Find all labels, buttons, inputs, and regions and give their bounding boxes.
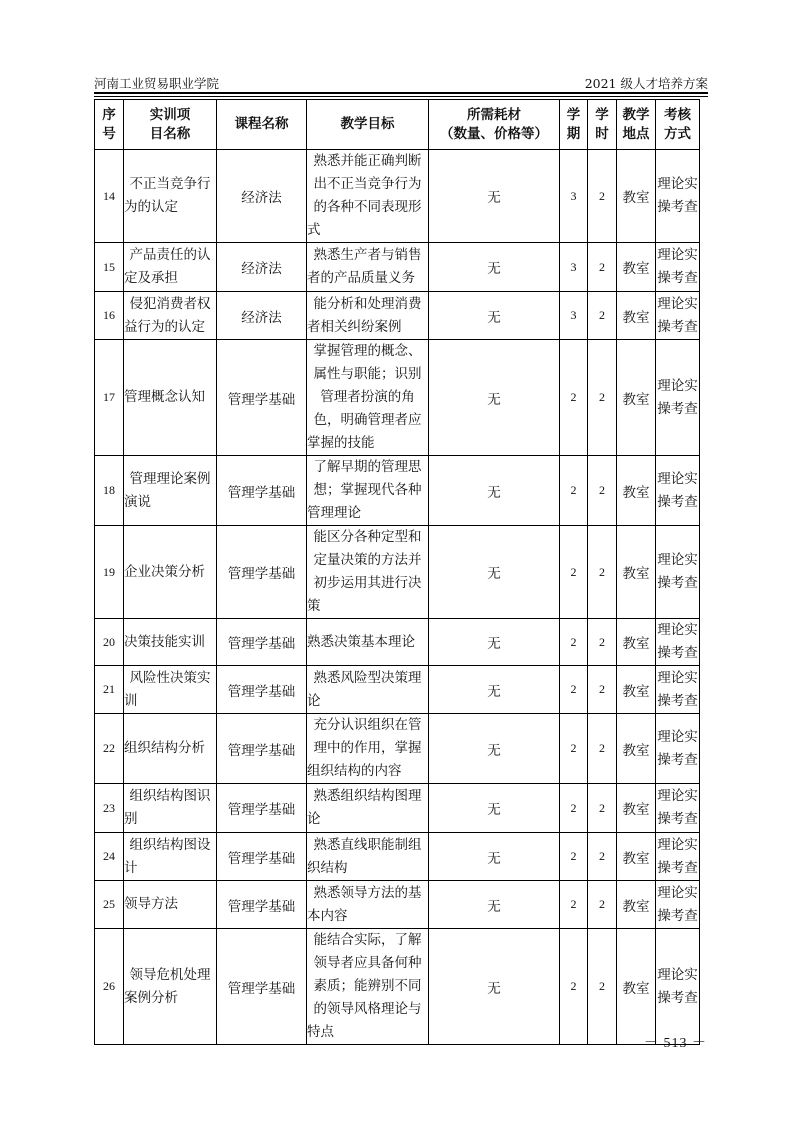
row-assessment: 理论实操考查 xyxy=(656,526,700,619)
row-project-name: 领导危机处理案例分析 xyxy=(124,929,217,1045)
row-term: 2 xyxy=(560,784,588,833)
row-course: 管理学基础 xyxy=(217,526,307,619)
row-goal: 熟悉风险型决策理论 xyxy=(307,666,429,714)
row-goal: 能区分各种定型和定量决策的方法并初步运用其进行决策 xyxy=(307,526,429,619)
header-hours: 学 时 xyxy=(588,100,617,150)
row-course: 管理学基础 xyxy=(217,784,307,833)
header-course-name: 课程名称 xyxy=(217,100,307,150)
row-hours: 2 xyxy=(588,526,617,619)
row-hours: 2 xyxy=(588,881,617,929)
row-hours: 2 xyxy=(588,666,617,714)
row-assessment: 理论实操考查 xyxy=(656,243,700,292)
row-goal: 了解早期的管理思想；掌握现代各种管理理论 xyxy=(307,456,429,526)
row-no: 17 xyxy=(95,340,124,456)
table-row xyxy=(95,243,700,292)
row-materials: 无 xyxy=(429,292,560,340)
header-assessment: 考核 方式 xyxy=(656,100,700,150)
row-hours: 2 xyxy=(588,784,617,833)
table-row xyxy=(95,714,700,784)
row-assessment: 理论实操考查 xyxy=(656,881,700,929)
row-term: 2 xyxy=(560,666,588,714)
row-project-name: 企业决策分析 xyxy=(124,526,217,619)
row-project-name: 侵犯消费者权益行为的认定 xyxy=(124,292,217,340)
row-materials: 无 xyxy=(429,666,560,714)
header-project-name: 实训项 目名称 xyxy=(124,100,217,150)
row-goal: 熟悉领导方法的基本内容 xyxy=(307,881,429,929)
row-materials: 无 xyxy=(429,456,560,526)
table-row xyxy=(95,526,700,619)
row-location: 教室 xyxy=(617,340,656,456)
training-project-table xyxy=(94,99,700,1045)
table-row xyxy=(95,619,700,666)
row-location: 教室 xyxy=(617,714,656,784)
row-hours: 2 xyxy=(588,150,617,243)
row-course: 管理学基础 xyxy=(217,456,307,526)
row-no: 20 xyxy=(95,619,124,666)
row-materials: 无 xyxy=(429,150,560,243)
table-row xyxy=(95,292,700,340)
row-location: 教室 xyxy=(617,456,656,526)
row-hours: 2 xyxy=(588,243,617,292)
header-rule-thick xyxy=(94,92,708,94)
row-term: 3 xyxy=(560,292,588,340)
header-rule-thin xyxy=(94,96,708,97)
table-row xyxy=(95,666,700,714)
row-location: 教室 xyxy=(617,881,656,929)
row-materials: 无 xyxy=(429,526,560,619)
row-term: 3 xyxy=(560,150,588,243)
row-materials: 无 xyxy=(429,881,560,929)
table-row xyxy=(95,833,700,881)
table-body xyxy=(95,150,700,1045)
row-project-name: 管理概念认知 xyxy=(124,340,217,456)
row-assessment: 理论实操考查 xyxy=(656,714,700,784)
row-no: 18 xyxy=(95,456,124,526)
row-location: 教室 xyxy=(617,784,656,833)
row-no: 19 xyxy=(95,526,124,619)
row-no: 14 xyxy=(95,150,124,243)
row-no: 26 xyxy=(95,929,124,1045)
row-goal: 熟悉组织结构图理论 xyxy=(307,784,429,833)
row-project-name: 组织结构图识别 xyxy=(124,784,217,833)
row-course: 管理学基础 xyxy=(217,714,307,784)
row-assessment: 理论实操考查 xyxy=(656,456,700,526)
row-hours: 2 xyxy=(588,292,617,340)
row-term: 2 xyxy=(560,881,588,929)
row-no: 25 xyxy=(95,881,124,929)
row-project-name: 管理理论案例演说 xyxy=(124,456,217,526)
row-materials: 无 xyxy=(429,340,560,456)
row-course: 经济法 xyxy=(217,243,307,292)
row-no: 24 xyxy=(95,833,124,881)
row-project-name: 组织结构图设计 xyxy=(124,833,217,881)
row-term: 2 xyxy=(560,929,588,1045)
row-location: 教室 xyxy=(617,150,656,243)
row-course: 管理学基础 xyxy=(217,619,307,666)
row-project-name: 不正当竞争行为的认定 xyxy=(124,150,217,243)
row-location: 教室 xyxy=(617,666,656,714)
row-assessment: 理论实操考查 xyxy=(656,929,700,1045)
row-location: 教室 xyxy=(617,929,656,1045)
row-term: 3 xyxy=(560,243,588,292)
row-no: 22 xyxy=(95,714,124,784)
row-goal: 熟悉并能正确判断出不正当竞争行为的各种不同表现形式 xyxy=(307,150,429,243)
table-row xyxy=(95,881,700,929)
page-number: － 513 － xyxy=(644,1036,707,1051)
row-project-name: 产品责任的认定及承担 xyxy=(124,243,217,292)
row-materials: 无 xyxy=(429,619,560,666)
row-course: 管理学基础 xyxy=(217,881,307,929)
row-term: 2 xyxy=(560,833,588,881)
header-institution: 河南工业贸易职业学院 xyxy=(94,76,220,91)
row-goal: 熟悉决策基本理论 xyxy=(307,619,429,666)
row-goal: 能分析和处理消费者相关纠纷案例 xyxy=(307,292,429,340)
row-course: 经济法 xyxy=(217,150,307,243)
row-course: 管理学基础 xyxy=(217,340,307,456)
row-goal: 熟悉生产者与销售者的产品质量义务 xyxy=(307,243,429,292)
row-materials: 无 xyxy=(429,784,560,833)
row-location: 教室 xyxy=(617,243,656,292)
row-term: 2 xyxy=(560,619,588,666)
page-header xyxy=(94,70,708,92)
row-hours: 2 xyxy=(588,929,617,1045)
row-hours: 2 xyxy=(588,340,617,456)
row-goal: 掌握管理的概念、属性与职能；识别管理者扮演的角色，明确管理者应掌握的技能 xyxy=(307,340,429,456)
row-no: 21 xyxy=(95,666,124,714)
row-hours: 2 xyxy=(588,456,617,526)
table-row xyxy=(95,340,700,456)
row-location: 教室 xyxy=(617,526,656,619)
table-row xyxy=(95,150,700,243)
row-materials: 无 xyxy=(429,243,560,292)
table-row xyxy=(95,456,700,526)
table-header-row xyxy=(95,100,700,150)
row-term: 2 xyxy=(560,340,588,456)
table-row xyxy=(95,929,700,1045)
row-assessment: 理论实操考查 xyxy=(656,833,700,881)
header-teaching-goal: 教学目标 xyxy=(307,100,429,150)
row-project-name: 组织结构分析 xyxy=(124,714,217,784)
header-no: 序 号 xyxy=(95,100,124,150)
row-assessment: 理论实操考查 xyxy=(656,292,700,340)
row-term: 2 xyxy=(560,456,588,526)
row-location: 教室 xyxy=(617,292,656,340)
row-assessment: 理论实操考查 xyxy=(656,340,700,456)
row-materials: 无 xyxy=(429,714,560,784)
row-location: 教室 xyxy=(617,833,656,881)
row-location: 教室 xyxy=(617,619,656,666)
table-row xyxy=(95,784,700,833)
row-hours: 2 xyxy=(588,833,617,881)
row-goal: 熟悉直线职能制组织结构 xyxy=(307,833,429,881)
row-goal: 能结合实际，了解领导者应具备何种素质；能辨别不同的领导风格理论与特点 xyxy=(307,929,429,1045)
row-no: 23 xyxy=(95,784,124,833)
row-term: 2 xyxy=(560,714,588,784)
row-course: 管理学基础 xyxy=(217,833,307,881)
row-materials: 无 xyxy=(429,833,560,881)
row-no: 15 xyxy=(95,243,124,292)
row-project-name: 领导方法 xyxy=(124,881,217,929)
row-project-name: 决策技能实训 xyxy=(124,619,217,666)
row-project-name: 风险性决策实训 xyxy=(124,666,217,714)
header-location: 教学 地点 xyxy=(617,100,656,150)
row-course: 管理学基础 xyxy=(217,929,307,1045)
row-course: 管理学基础 xyxy=(217,666,307,714)
row-assessment: 理论实操考查 xyxy=(656,666,700,714)
row-course: 经济法 xyxy=(217,292,307,340)
row-assessment: 理论实操考查 xyxy=(656,150,700,243)
header-materials: 所需耗材 （数量、价格等） xyxy=(429,100,560,150)
row-materials: 无 xyxy=(429,929,560,1045)
row-goal: 充分认识组织在管理中的作用，掌握组织结构的内容 xyxy=(307,714,429,784)
row-term: 2 xyxy=(560,526,588,619)
header-term: 学 期 xyxy=(560,100,588,150)
row-hours: 2 xyxy=(588,619,617,666)
header-document-title: 2021 级人才培养方案 xyxy=(584,76,708,91)
row-assessment: 理论实操考查 xyxy=(656,784,700,833)
row-assessment: 理论实操考查 xyxy=(656,619,700,666)
row-hours: 2 xyxy=(588,714,617,784)
row-no: 16 xyxy=(95,292,124,340)
